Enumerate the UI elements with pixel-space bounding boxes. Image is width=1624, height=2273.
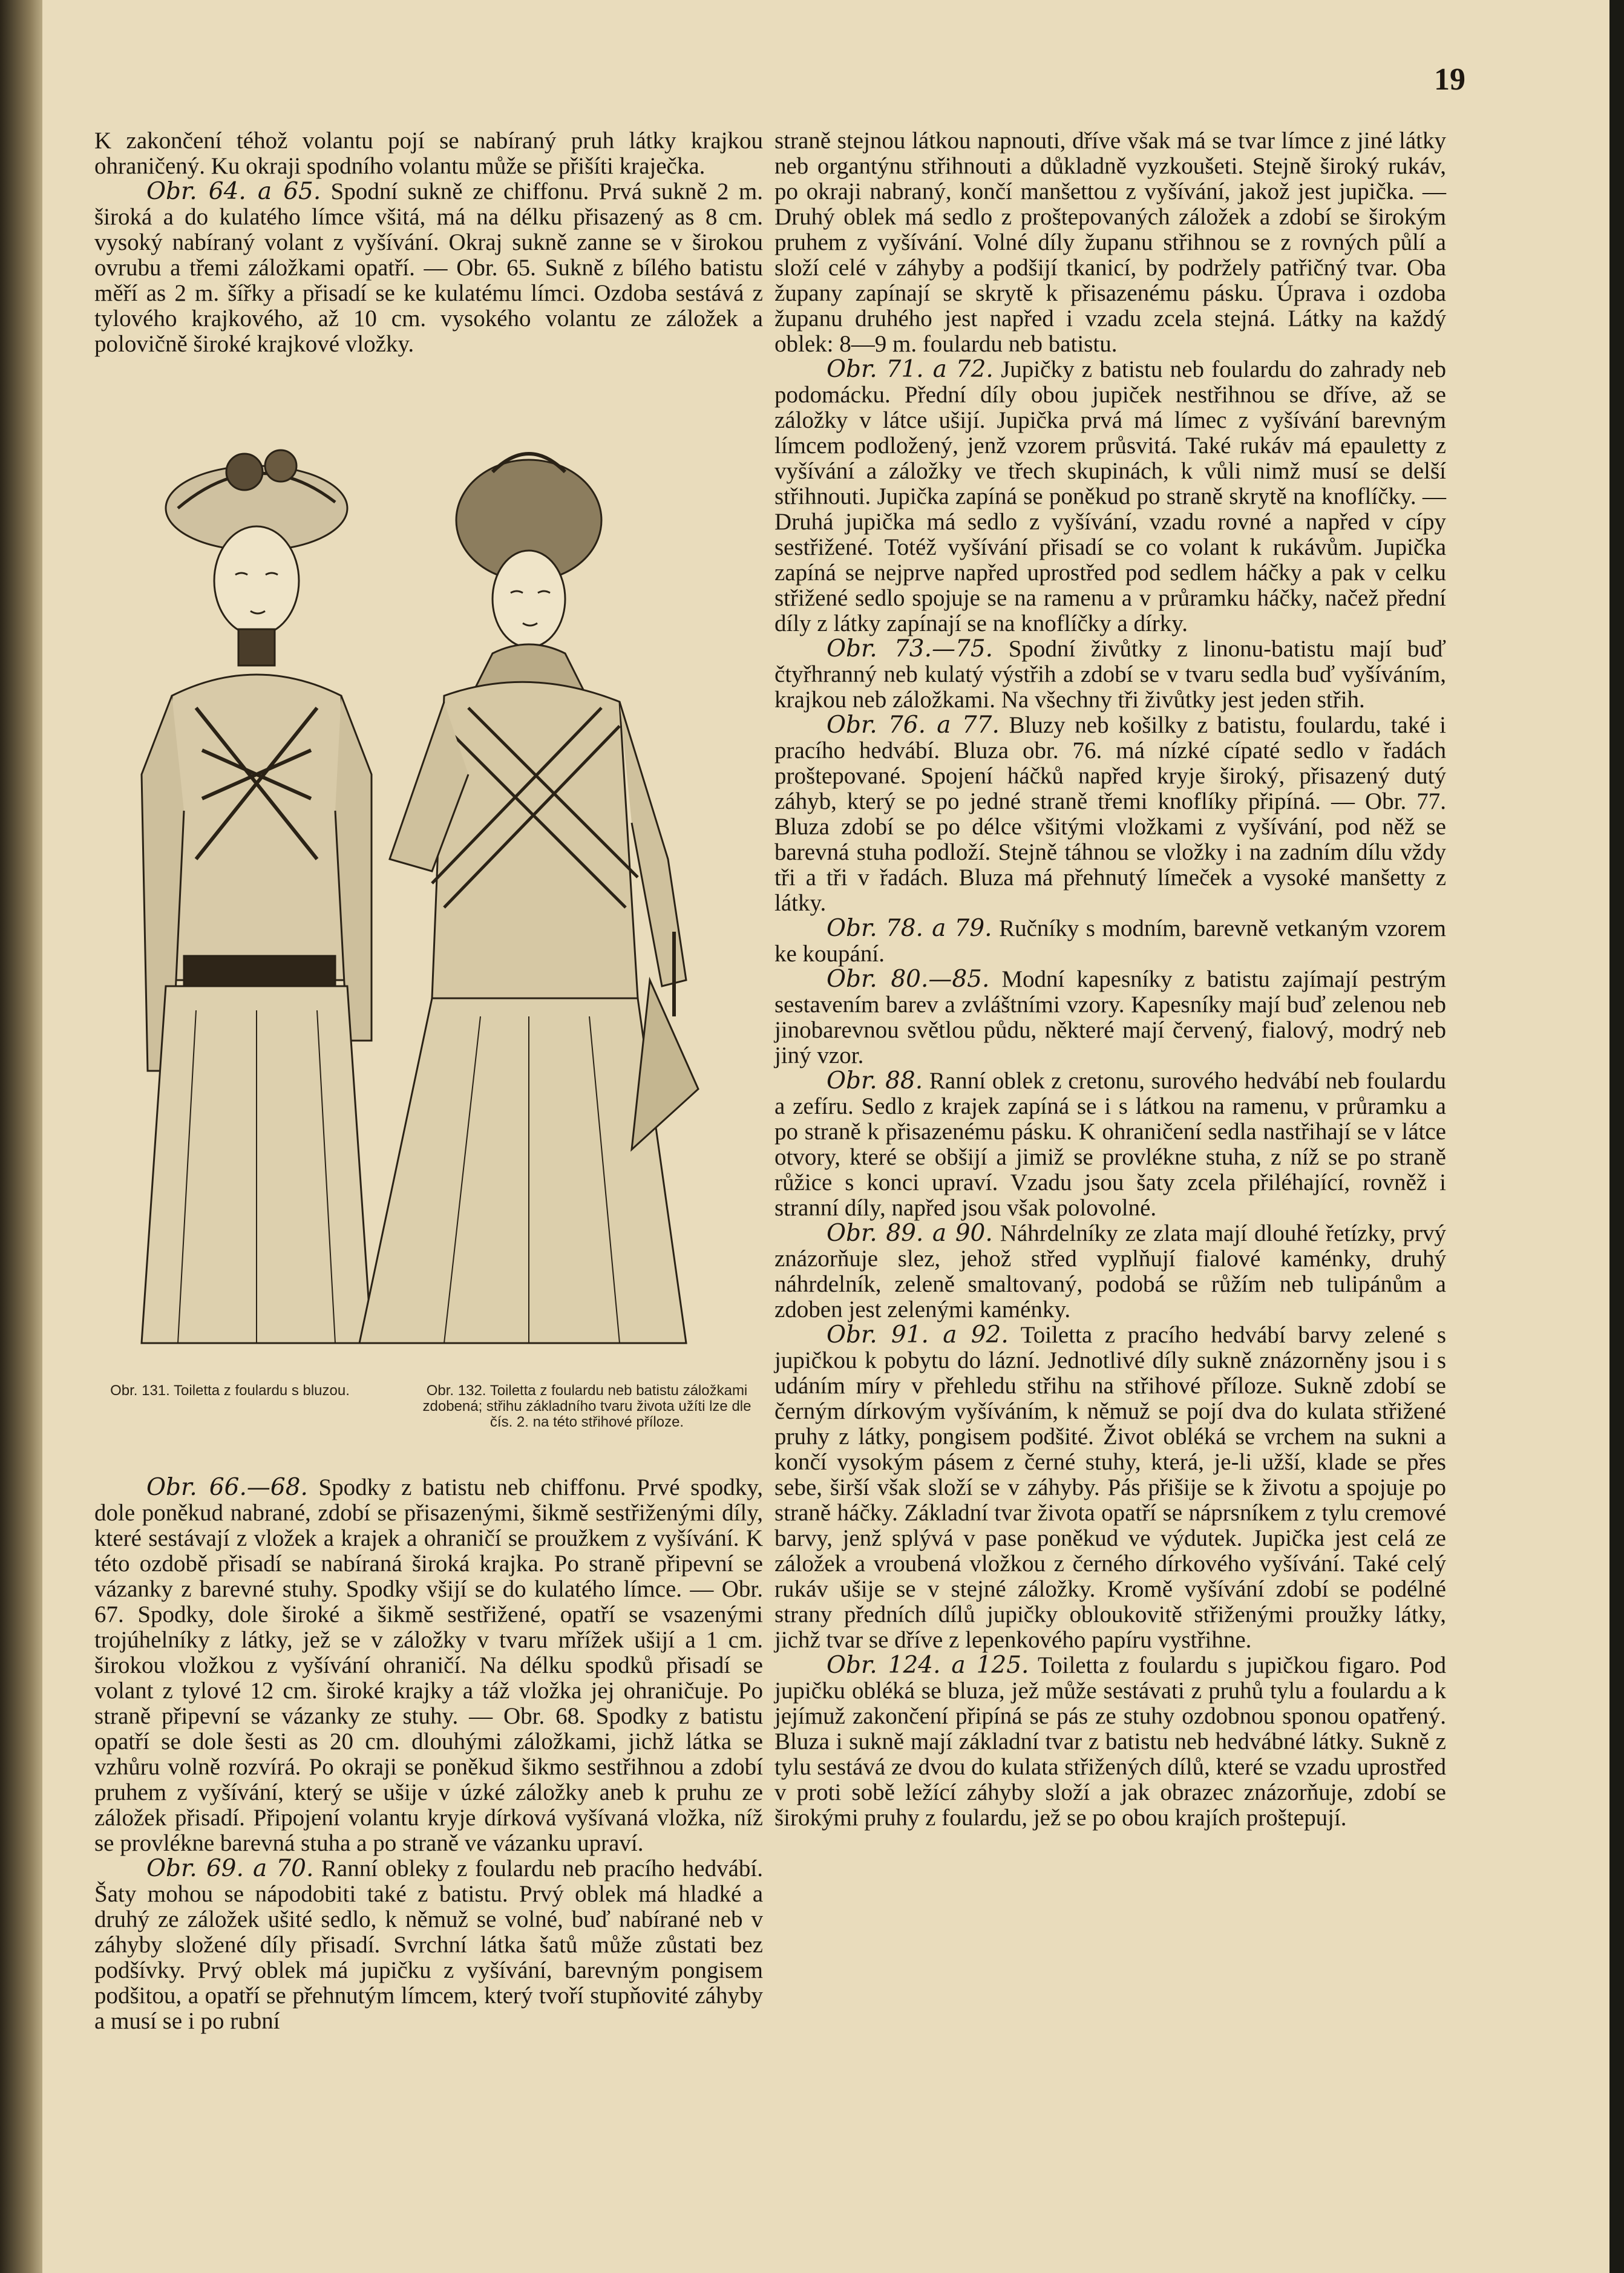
paragraph — [774, 1653, 1446, 1831]
figure-reference: Obr. 64. a 65. — [146, 178, 321, 205]
figure-reference: Obr. 78. a 79. — [827, 915, 992, 942]
fashion-illustration — [105, 436, 747, 1355]
figure-reference: Obr. 88. — [827, 1067, 923, 1094]
book-spine — [0, 0, 42, 2273]
left-column-top — [94, 128, 763, 357]
paragraph — [774, 357, 1446, 636]
figure-reference: Obr. 76. a 77. — [827, 711, 1000, 739]
paragraph-text: K zakončení téhož volantu pojí se nabíraný pruh látky krajkou ohraničený. Ku okraji spodního volantu může se přišíti kraječka. — [94, 128, 763, 179]
figure-reference: Obr. 124. a 125. — [827, 1652, 1029, 1679]
left-column-bottom — [94, 1475, 763, 2034]
figure-reference: Obr. 71. a 72. — [827, 356, 994, 383]
caption-figure-131: Obr. 131. Toiletta z foulardu s bluzou. — [110, 1382, 350, 1399]
paragraph-text: Spodky z batistu neb chiffonu. Prvé spodky, dole poněkud nabrané, zdobí se přisazenými, šikmě sestřiženými díly, které sestávají z vložek a krajek a ohraničí se proužkem z vyšívání. K této ozdobě přisadí se nabíraná široká krajka. Po straně připevní se vázanky z barevné stuhy. Spodky všijí se do kulatého límce. — Obr. 67. Spodky, dole široké a šikmě sestřižené, opatří se vsazenými trojúhelníky z látky, jež se v záložky v tvaru mřížek ušijí a 1 cm. širokou vložkou z vyšívání ohraničí. Na délku spodků přisadí se volant z tylové 12 cm. široké krajky a táž vložka jej ohraničuje. Po straně připevní se vázanky ze stuhy. — Obr. 68. Spodky z batistu opatří se dole šesti as 20 cm. dlouhými záložkami, jichž látka se vzhůru volně rozvírá. Po okraji se poněkud šikmo sestřihnou a zdobí pruhem z vyšívání, který se ušije v úzké záložky aneb k pruhu ze záložek přisadí. Připojení volantu kryje dírková vyšívaná vložka, níž se provlékne barevná stuha a po straně ve vázanku upraví. — [94, 1474, 763, 1856]
paragraph — [94, 179, 763, 357]
page — [42, 0, 1609, 2273]
paragraph — [774, 636, 1446, 713]
paragraph-text: Toiletta z foulardu s jupičkou figaro. Pod jupičku obléká se bluza, jež může sestávati z pruhů tylu a foulardu a k jejímuž zakončení připíná se pás ze stuhy ozdobnou sponou opatřený. Bluza i sukně mají základní tvar z batistu neb hedvábné látky. Sukně z tylu sestává ze dvou do kulata střižených dílů, které se vzadu uprostřed v proti sobě ležící záhyby složí a jak obrazec znázorňuje, zdobí se širokými pruhy z foulardu, jež se po obou krajích proštepují. — [774, 1652, 1446, 1831]
figure-reference: Obr. 73.—75. — [827, 635, 994, 662]
paragraph — [774, 1323, 1446, 1653]
paragraph-text: Spodní sukně ze chiffonu. Prvá sukně 2 m. široká a do kulatého límce všitá, má na délku přisazený as 8 cm. vysoký nabíraný volant z vyšívání. Okraj sukně zanne se v širokou ovrubu a třemi záložkami opatří. — Obr. 65. Sukně z bílého batistu měří as 2 m. šířky a přisadí se ke kulatému límci. Ozdoba sestává z tylového krajkového, až 10 cm. vysokého volantu ze záložek a polovičně široké krajkové vložky. — [94, 178, 763, 357]
paragraph — [774, 1221, 1446, 1323]
paragraph-text: Jupičky z batistu neb foulardu do zahrady neb podomácku. Přední díly obou jupiček nestřihnou se dříve, až se záložky v látce ušijí. Jupička prvá má límec z vyšívání barevným límcem podložený, jenž vzorem průsvitá. Také rukáv má epauletty z vyšívání a záložky ve třech skupinách, k vůli nimž musí se delší střihnouti. Jupička zapíná se poněkud po straně skrytě na knoflíčky. — Druhá jupička má sedlo z vyšívání, vzadu rovné a napřed v cípy sestřižené. Totéž vyšívání přisadí se co volant k rukávům. Jupička zapíná se nejprve napřed uprostřed pod sedlem háčky a pak v celku střižené sedlo spojuje se na ramenu a v průramku háčky, načež přední díly z látky zapínají se na knoflíčky a dírky. — [774, 356, 1446, 636]
paragraph — [774, 128, 1446, 357]
paragraph-text: Náhrdelníky ze zlata mají dlouhé řetízky, prvý znázorňuje slez, jehož střed vyplňují fialové kaménky, druhý náhrdelník, zeleně smaltovaný, podobá se růžím neb tulipánům a zdoben jest zelenými kaménky. — [774, 1220, 1447, 1323]
paragraph-text: Modní kapesníky z batistu zajímají pestrým sestavením barev a zvláštními vzory. Kapesníky mají buď zelenou neb jinobarevnou světlou půdu, některé mají červený, fialový, modrý neb jiný vzor. — [774, 966, 1446, 1068]
paragraph — [94, 1856, 763, 2034]
caption-figure-132: Obr. 132. Toiletta z foulardu neb batistu záložkami zdobená; střihu základního tvaru života užíti lze dle čís. 2. na této střihové příloze. — [422, 1382, 751, 1430]
figure-132-woman — [359, 454, 698, 1343]
paragraph-text: Spodní živůtky z linonu-batistu mají buď čtyřhranný neb kulatý výstřih a zdobí se v tvaru sedla buď vyšíváním, krajkou neb záložkami. Na všechny tři živůtky jest jeden střih. — [774, 636, 1446, 713]
right-column — [774, 128, 1446, 1831]
page-number: 19 — [1434, 62, 1465, 97]
figure-131-woman — [142, 450, 372, 1343]
paragraph — [94, 128, 763, 179]
paragraph — [774, 713, 1446, 916]
paragraph — [774, 1068, 1446, 1221]
paragraph-text: Ranní obleky z foulardu neb pracího hedvábí. Šaty mohou se nápodobiti také z batistu. Prvý oblek má hladké a druhý ze záložek ušité sedlo, k němuž se volné, buď nabírané neb v záhyby složené díly přisadí. Svrchní látka šatů může zůstati bez podšívky. Prvý oblek má jupičku z vyšívání, barevným pongisem podšitou, a opatří se přehnutým límcem, který tvoří stupňovité záhyby a musí se i po rubní — [94, 1856, 763, 2034]
paragraph-text: straně stejnou látkou napnouti, dříve však má se tvar límce z jiné látky neb organtýnu střihnouti a důkladně vyzkoušeti. Stejně široký rukáv, po okraji nabraný, končí manšettou z vyšívání, jakož jest jupička. — Druhý oblek má sedlo z proštepovaných záložek a zdobí se širokým pruhem z vyšívání. Volné díly županu střihnou se z rovných půlí a složí celé v záhyby a podšijí tkanicí, by podržely patřičný tvar. Oba župany zapínají se skrytě k přisazenému pásku. Úprava i ozdoba županu druhého jest napřed i vzadu zcela stejná. Látky na každý oblek: 8—9 m. foulardu neb batistu. — [774, 128, 1446, 357]
figure-reference: Obr. 91. a 92. — [827, 1321, 1009, 1349]
figure-reference: Obr. 66.—68. — [146, 1474, 308, 1501]
figure-reference: Obr. 80.—85. — [827, 966, 990, 993]
figure-reference: Obr. 89. a 90. — [827, 1220, 993, 1247]
paragraph — [94, 1475, 763, 1856]
paragraph-text: Ranní oblek z cretonu, surového hedvábí neb foulardu a zefíru. Sedlo z krajek zapíná se i s látkou na ramenu, v průramku a po straně k přisazenému pásku. K ohraničení sedla nastřihají se v látce otvory, které se obšijí a jimiž se provlékne stuha, z níž se po straně růžice s konci upraví. Vzadu jsou šaty zcela přiléhající, rovněž i stranní díly, napřed jsou však polovolné. — [774, 1068, 1446, 1221]
paragraph-text: Ručníky s modním, barevně vetkaným vzorem ke koupání. — [774, 915, 1446, 967]
paragraph-text: Toiletta z pracího hedvábí barvy zelené s jupičkou k pobytu do lázní. Jednotlivé díly sukně znázorněny jsou i s udáním míry v přehledu střihu na střihové příloze. Sukně zdobí se černým dírkovým vyšíváním, k němuž se pojí dva do kulata střižené pruhy z látky, pongisem podšité. Život obléká se vrchem na sukni a končí vysokým pásem z černé stuhy, která, je-li užší, klade se přes sebe, širší však složí se v záhyby. Pás přišije se k životu a spojuje po straně háčky. Základní tvar života opatří se náprsníkem z tylu cremové barvy, jenž splývá v pase poněkud ve výdutek. Jupička jest celá ze záložek a vroubená vložkou z černého dírkového vyšívání. Také celý rukáv ušije se v stejné záložky. Kromě vyšívání zdobí se podélné strany předních dílů jupičky obloukovitě střiženými proužky látky, jichž tvar se dříve z lepenkového papíru vystřihne. — [774, 1322, 1446, 1653]
paragraph — [774, 967, 1446, 1068]
paragraph — [774, 916, 1446, 967]
paragraph-text: Bluzy neb košilky z batistu, foulardu, také i pracího hedvábí. Bluza obr. 76. má nízké cípaté sedlo v řadách proštepované. Spojení háčků napřed kryje široký, přisazený dutý záhyb, který se po jedné straně třemi knoflíky připíná. — Obr. 77. Bluza zdobí se po délce všitými vložkami z vyšívání, pod něž se barevná stuha podloží. Stejně táhnou se vložky i na zadním dílu vždy tři a tři v řadách. Bluza má přehnutý límeček a vysoké manšetty z látky. — [774, 712, 1447, 916]
figure-reference: Obr. 69. a 70. — [146, 1855, 314, 1882]
